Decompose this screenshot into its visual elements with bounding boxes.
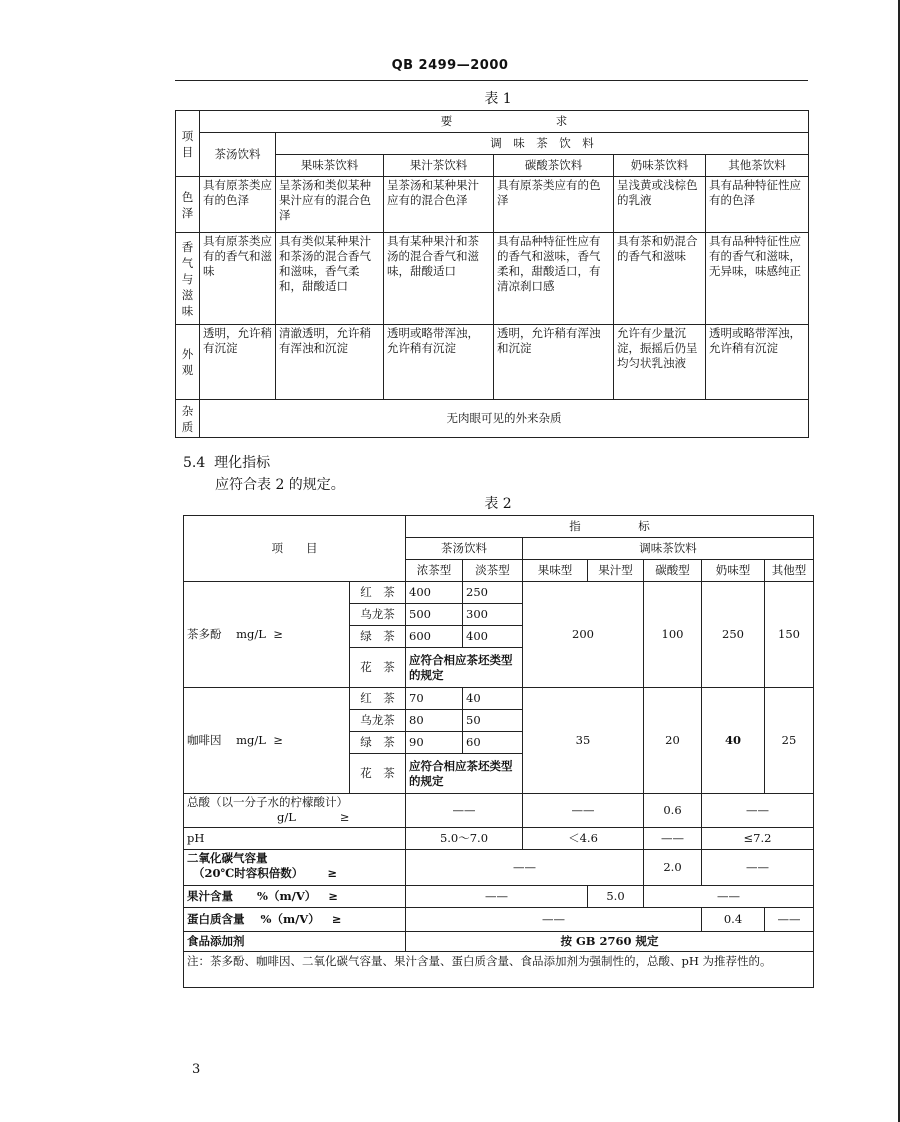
t1-row-label-color: 色泽 [176,177,200,233]
table2-caption: 表 2 [484,496,512,512]
t2-subcol: 果味型 [523,560,588,582]
t2-protein-other: —— [765,908,814,932]
t2-tea-soup-group: 茶汤饮料 [406,538,523,560]
t1-requirements-header: 要 求 [200,111,809,133]
t2-item-header: 项 目 [184,516,406,582]
t1-cell: 透明，允许稍有浑浊和沉淀 [494,325,614,400]
section-number: 5.4 [183,455,206,471]
t1-subcol: 其他茶饮料 [706,155,809,177]
t2-cell: 40 [463,688,523,710]
table2-physicochemical [183,515,814,988]
t2-cell: 400 [406,582,463,604]
t2-cell: 400 [463,626,523,648]
t2-subcol: 淡茶型 [463,560,523,582]
t2-cell: 300 [463,604,523,626]
t2-cell: 60 [463,732,523,754]
t2-caffeine-fruit: 35 [523,688,644,794]
t2-ph-tea: 5.0～7.0 [406,828,523,850]
t2-co2-label: 二氧化碳气容量 （20℃时容积倍数） ≥ [184,850,406,886]
t2-flower-note: 应符合相应茶坯类型的规定 [406,648,523,688]
t2-ph-rest: ≤7.2 [702,828,814,850]
t2-tea-type: 红 茶 [350,688,406,710]
section-title: 理化指标 [214,455,271,471]
t2-polyphenol-other: 150 [765,582,814,688]
section-heading [183,452,270,472]
t2-tea-type: 花 茶 [350,754,406,794]
t2-protein-milk: 0.4 [702,908,765,932]
t2-protein-before: —— [406,908,702,932]
t2-additives-label: 食品添加剂 [184,932,406,952]
t2-total-acid-tea: —— [406,794,523,828]
t2-note: 注：茶多酚、咖啡因、二氧化碳气容量、果汁含量、蛋白质含量、食品添加剂为强制性的，总酸、pH 为推荐性的。 [184,952,814,988]
t2-total-acid-carbonated: 0.6 [644,794,702,828]
t2-tea-type: 绿 茶 [350,732,406,754]
t2-tea-type: 红 茶 [350,582,406,604]
t2-flavored-group: 调味茶饮料 [523,538,814,560]
t1-cell: 具有品种特征性应有的香气和滋味，香气柔和，甜酸适口，有清凉刹口感 [494,233,614,325]
t2-ph-label: pH [184,828,406,850]
t2-total-acid-label: 总酸（以一分子水的柠檬酸计） g/L ≥ [184,794,406,828]
t2-protein-label: 蛋白质含量 %（m/V） ≥ [184,908,406,932]
t1-cell: 呈茶汤和类似某种果汁应有的混合色泽 [276,177,384,233]
t1-item-header: 项目 [176,111,200,177]
t1-cell: 呈茶汤和某种果汁应有的混合色泽 [384,177,494,233]
t2-juice-before: —— [406,886,588,908]
t2-ph-fruit: ＜4.6 [523,828,644,850]
t2-total-acid-rest: —— [702,794,814,828]
t2-subcol: 其他型 [765,560,814,582]
t1-cell: 呈浅黄或浅棕色的乳液 [614,177,706,233]
t2-subcol: 碳酸型 [644,560,702,582]
t1-subcol: 碳酸茶饮料 [494,155,614,177]
t2-caffeine-other: 25 [765,688,814,794]
section-text: 应符合表 2 的规定。 [215,477,345,493]
t1-cell: 具有某种果汁和茶汤的混合香气和滋味，甜酸适口 [384,233,494,325]
t2-juice-rest: —— [644,886,814,908]
t2-caffeine-milk: 40 [702,688,765,794]
t1-cell: 允许有少量沉淀，振摇后仍呈均匀状乳浊液 [614,325,706,400]
t1-subcol: 果味茶饮料 [276,155,384,177]
t1-subcol: 奶味茶饮料 [614,155,706,177]
header-rule [175,80,808,81]
t1-cell: 清澈透明，允许稍有浑浊和沉淀 [276,325,384,400]
t1-cell: 具有类似某种果汁和茶汤的混合香气和滋味，香气柔和，甜酸适口 [276,233,384,325]
t2-polyphenol-milk: 250 [702,582,765,688]
t1-cell: 具有品种特征性应有的香气和滋味，无异味，味感纯正 [706,233,809,325]
t2-co2-before: —— [406,850,644,886]
t2-cell: 500 [406,604,463,626]
t1-flavored-group-header: 调 味 茶 饮 料 [276,133,809,155]
t1-subcol: 果汁茶饮料 [384,155,494,177]
page-number: 3 [192,1062,201,1077]
table1-caption: 表 1 [484,91,512,107]
t2-co2-rest: —— [702,850,814,886]
table1-sensory-requirements [175,110,809,438]
t1-impurity-value: 无肉眼可见的外来杂质 [200,400,809,438]
t2-polyphenol-label: 茶多酚 mg/L ≥ [184,582,350,688]
t2-subcol: 奶味型 [702,560,765,582]
t1-cell: 具有品种特征性应有的色泽 [706,177,809,233]
t2-polyphenol-fruit: 200 [523,582,644,688]
t2-total-acid-fruit: —— [523,794,644,828]
t2-tea-type: 乌龙茶 [350,710,406,732]
t2-cell: 90 [406,732,463,754]
t1-cell: 透明，允许稍有沉淀 [200,325,276,400]
t1-row-label-appearance: 外观 [176,325,200,400]
t2-tea-type: 花 茶 [350,648,406,688]
t1-tea-soup-header: 茶汤饮料 [200,133,276,177]
t2-cell: 600 [406,626,463,648]
t1-cell: 具有原茶类应有的色泽 [494,177,614,233]
t2-caffeine-carbonated: 20 [644,688,702,794]
t2-juice-label: 果汁含量 %（m/V） ≥ [184,886,406,908]
t2-polyphenol-carbonated: 100 [644,582,702,688]
t2-subcol: 浓茶型 [406,560,463,582]
t2-cell: 50 [463,710,523,732]
t2-cell: 70 [406,688,463,710]
t1-cell: 具有原茶类应有的香气和滋味 [200,233,276,325]
t2-tea-type: 乌龙茶 [350,604,406,626]
t1-row-label-aroma-taste: 香气与滋味 [176,233,200,325]
t1-cell: 具有茶和奶混合的香气和滋味 [614,233,706,325]
t2-additives-value: 按 GB 2760 规定 [406,932,814,952]
t1-cell: 具有原茶类应有的色泽 [200,177,276,233]
t2-ph-carbonated: —— [644,828,702,850]
t1-cell: 透明或略带浑浊，允许稍有沉淀 [384,325,494,400]
t2-co2-carbonated: 2.0 [644,850,702,886]
t2-caffeine-label: 咖啡因 mg/L ≥ [184,688,350,794]
t2-cell: 80 [406,710,463,732]
t1-row-label-impurity: 杂质 [176,400,200,438]
standard-code-header: QB 2499—2000 [391,58,509,73]
t2-subcol: 果汁型 [588,560,644,582]
t2-juice-value: 5.0 [588,886,644,908]
t1-cell: 透明或略带浑浊，允许稍有沉淀 [706,325,809,400]
t2-flower-note: 应符合相应茶坯类型的规定 [406,754,523,794]
t2-cell: 250 [463,582,523,604]
t2-tea-type: 绿 茶 [350,626,406,648]
t2-index-header: 指 标 [406,516,814,538]
